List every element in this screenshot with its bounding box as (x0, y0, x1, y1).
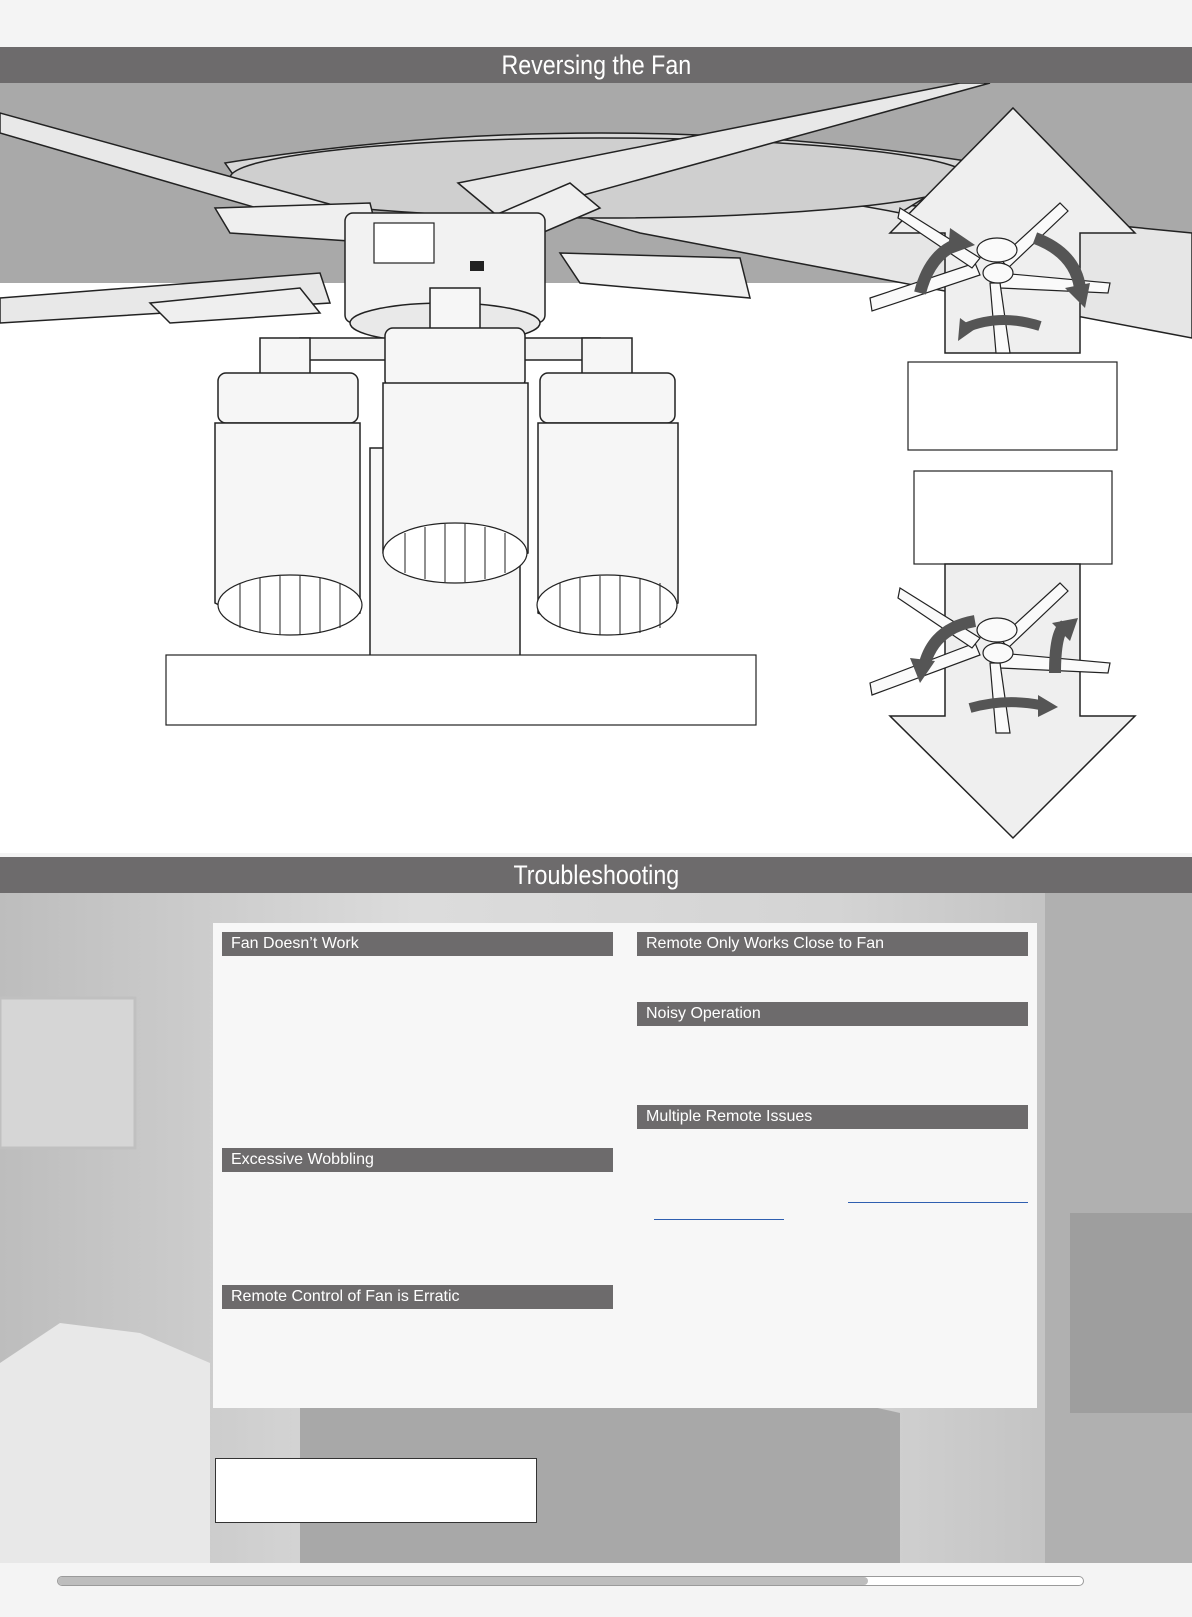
troubleshooting-section-banner (0, 857, 1192, 893)
topic-title: Multiple Remote Issues (646, 1108, 813, 1125)
topic-title: Fan Doesn’t Work (231, 935, 359, 952)
support-link[interactable] (848, 1202, 1028, 1203)
topic-title: Noisy Operation (646, 1005, 761, 1022)
topic-title: Remote Only Works Close to Fan (646, 935, 885, 952)
topic-remote-close (637, 932, 1028, 956)
note-box (215, 1458, 537, 1523)
topic-multiple-remote (637, 1105, 1028, 1129)
topic-remote-erratic (222, 1285, 613, 1309)
topic-excessive-wobbling (222, 1148, 613, 1172)
topic-noisy-operation (637, 1002, 1028, 1026)
page-progress-fill (58, 1577, 868, 1585)
topic-title: Excessive Wobbling (231, 1151, 374, 1168)
reversing-section-banner (0, 47, 1192, 83)
topic-fan-doesnt-work (222, 932, 613, 956)
page-progress-bar[interactable] (57, 1576, 1084, 1586)
reversing-section-title: Reversing the Fan (501, 50, 691, 80)
troubleshooting-section-title: Troubleshooting (513, 860, 679, 890)
fan-illustration (0, 83, 1192, 853)
support-link-continued[interactable] (654, 1219, 784, 1220)
topic-title: Remote Control of Fan is Erratic (231, 1288, 460, 1305)
